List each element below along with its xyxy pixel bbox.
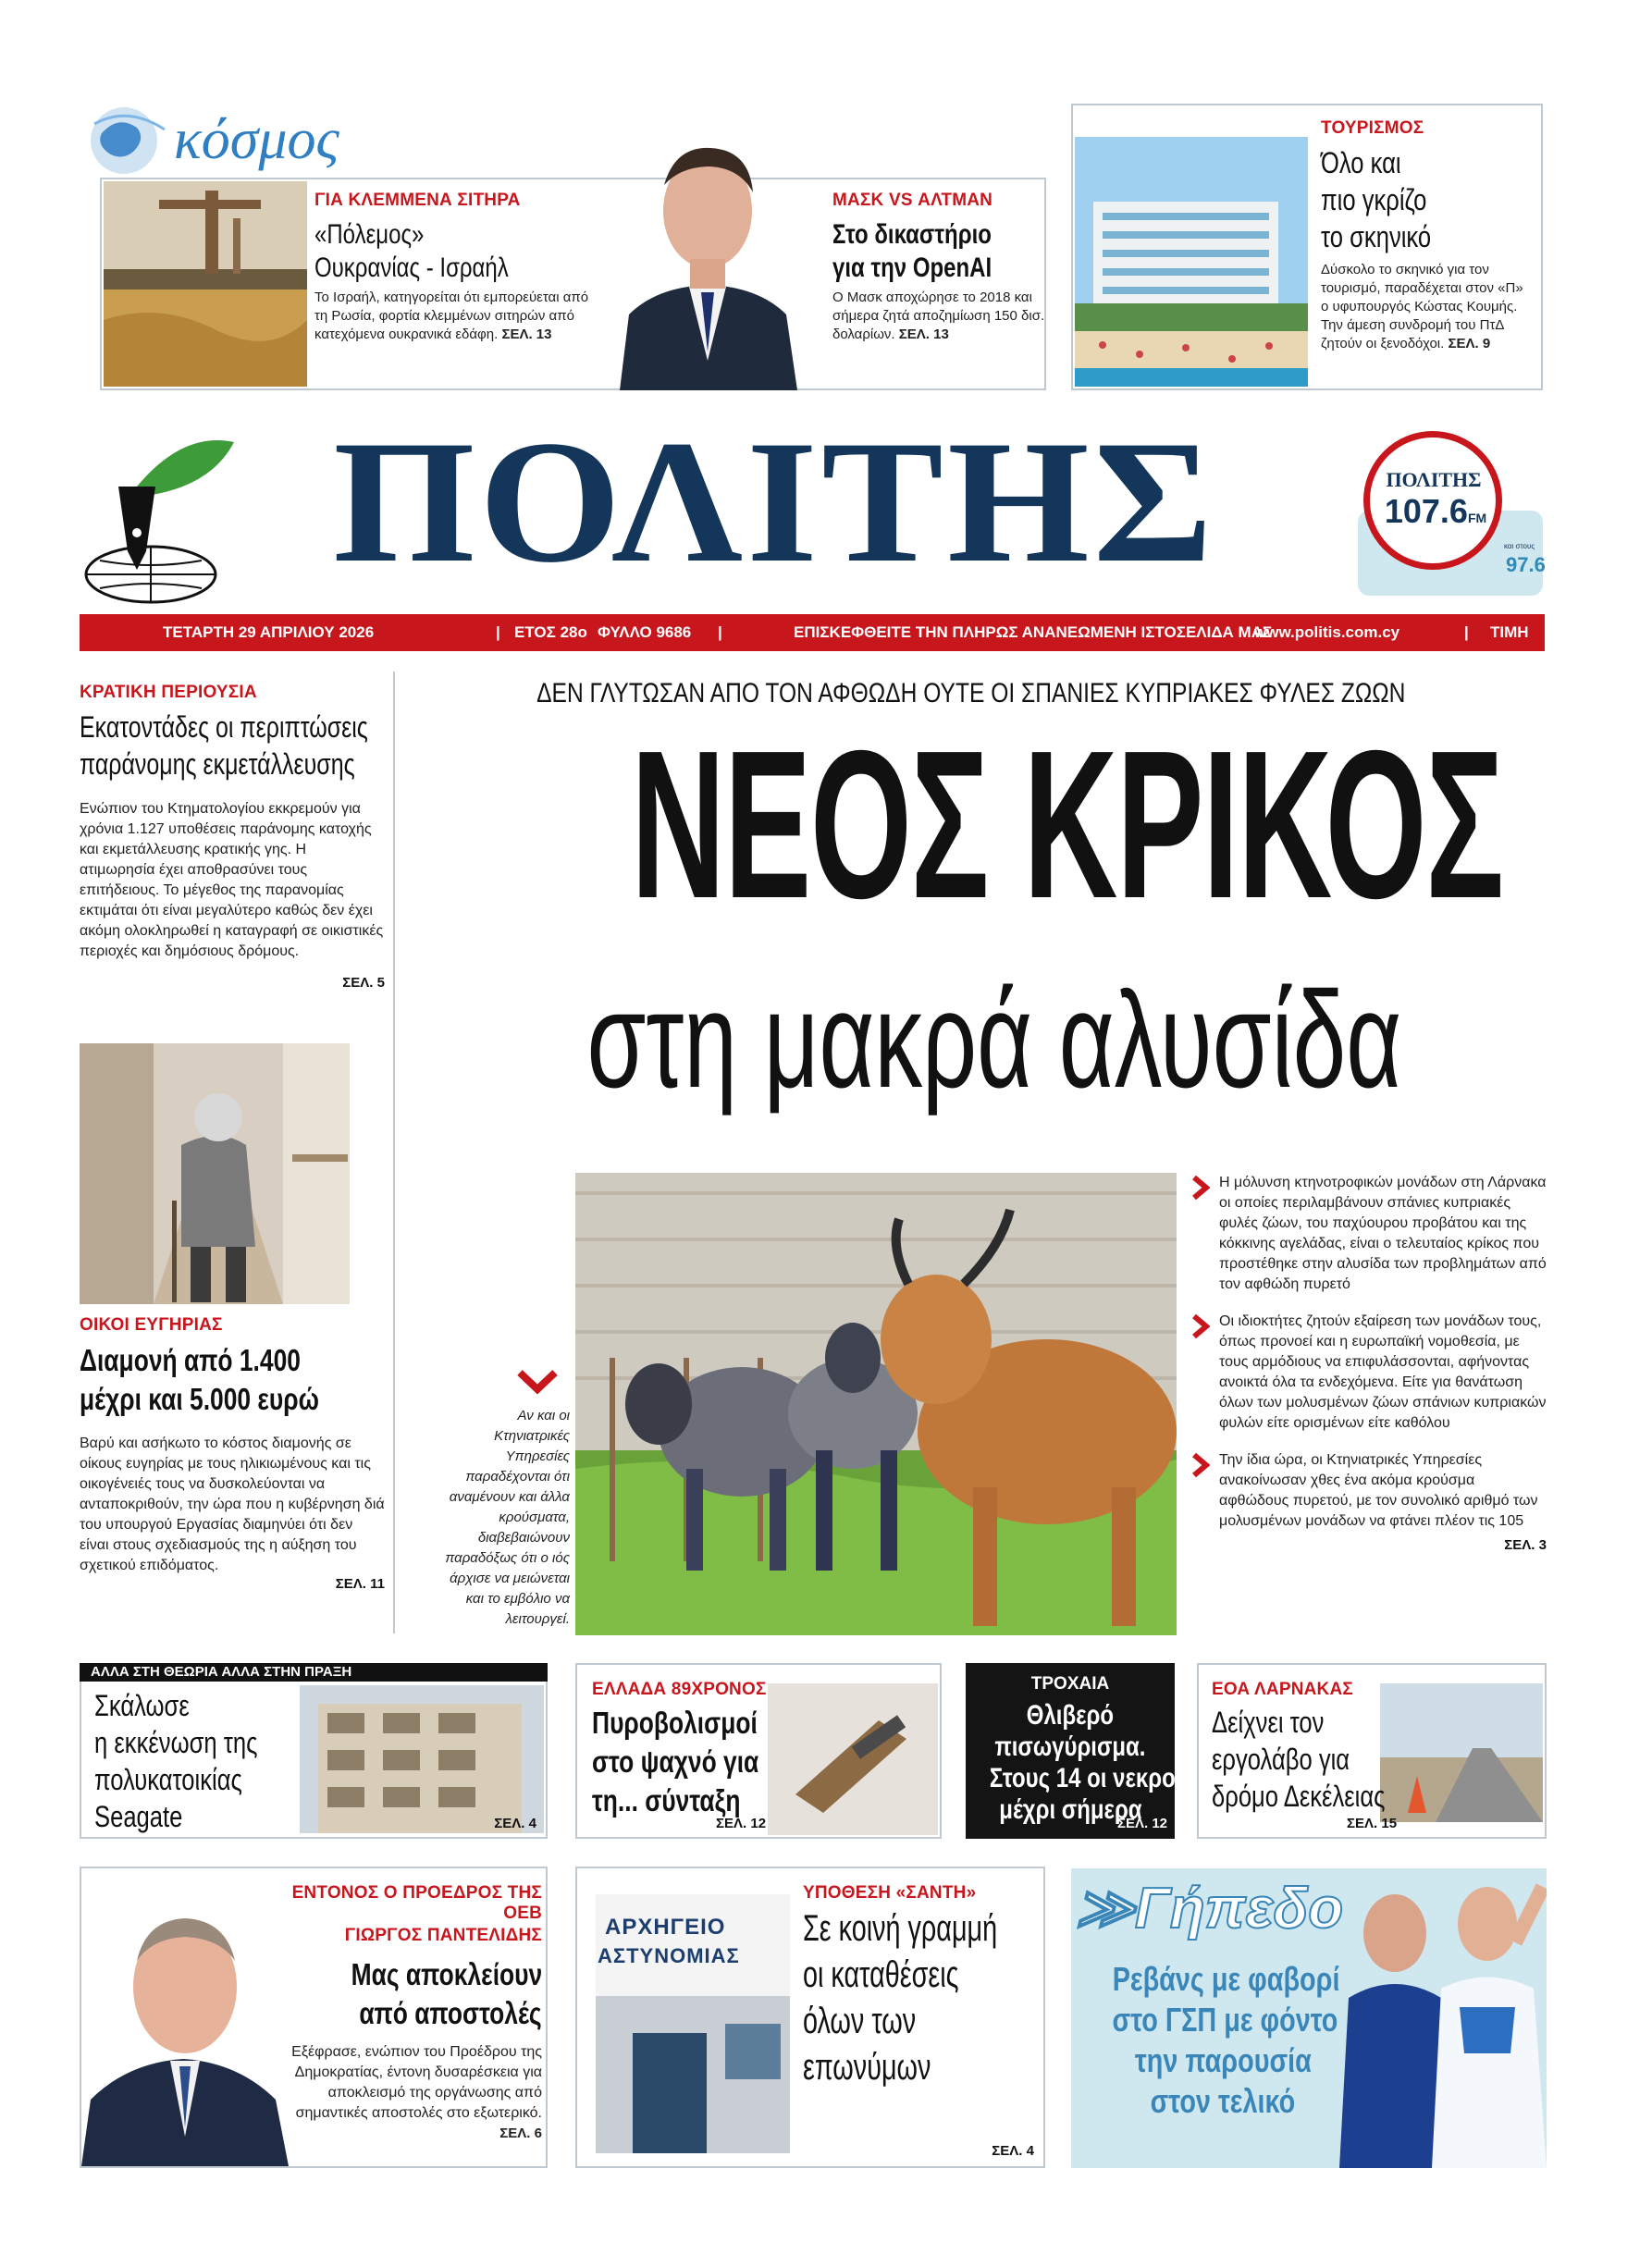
larnaca-line-1: Δείχνει τον (1212, 1706, 1325, 1739)
radio-small-text: και στους (1504, 542, 1535, 550)
tourism-box (1071, 104, 1543, 390)
greece-kicker: ΕΛΛΑΔΑ 89ΧΡΟΝΟΣ (592, 1680, 767, 1699)
website-promo: ΕΠΙΣΚΕΦΘΕΙΤΕ ΤΗΝ ΠΛΗΡΩΣ ΑΝΑΝΕΩΜΕΝΗ ΙΣΤΟΣΕΛΙΔΑ ΜΑΣ (794, 623, 1273, 641)
oeb-body: Εξέφρασε, ενώπιον του Προέδρου της Δημοκρατίας, έντονη δυσαρέσκεια για αποκλεισμό της οργάνωσης από σημαντικές αποστολές στο εξωτερικό. (291, 2044, 542, 2121)
oeb-kicker-1: ΕΝΤΟΝΟΣ Ο ΠΡΟΕΔΡΟΣ ΤΗΣ ΟΕΒ (291, 1883, 542, 1923)
radio-badge[interactable] (1358, 431, 1546, 596)
state-property-page: ΣΕΛ. 5 (342, 975, 385, 991)
kosmos-story-1-title-2: Ουκρανίας - Ισραήλ (314, 253, 509, 283)
musk-photo (592, 120, 823, 390)
seagate-banner (80, 1663, 548, 1682)
nursing-homes-story (80, 1315, 385, 1592)
santi-box (575, 1867, 1045, 2168)
main-headline: ΝΕΟΣ ΚΡΙΚΟΣ (631, 708, 1503, 943)
radio-frequency: 107.6 (1384, 492, 1468, 530)
chevron-right-icon (1191, 1175, 1210, 1201)
elderly-corridor-photo (80, 1043, 350, 1304)
bullet-3-text: Την ίδια ώρα, οι Κτηνιατρικές Υπηρεσίες ανακοίνωσαν χθες ένα ακόμα κρούσμα αφθώδους πυρετού, με τον συνολικό αριθμό των μολυσμένων μονάδων να φτάνει πλέον τις 105 (1219, 1452, 1538, 1529)
santi-kicker: ΥΠΟΘΕΣΗ «ΣΑΝΤΗ» (803, 1883, 977, 1903)
radio-fm: FM (1467, 511, 1487, 525)
bullet-2-text: Οι ιδιοκτήτες ζητούν εξαίρεση των μονάδων τους, όπως προνοεί και η ευρωπαϊκή νομοθεσία, με τους αρμόδιους να επιφυλάσσονται, αφήνοντας ανοικτά όλα τα ενδεχόμενα. Είτε για θανάτωση όλων των μολυσμένων ζώων σπάνιων κυπριακών φυλών είτε ορισμένων είτε καθόλου (1219, 1313, 1547, 1431)
kosmos-story-1-title-1: «Πόλεμος» (314, 219, 425, 250)
info-bar: ΤΕΤΑΡΤΗ 29 ΑΠΡΙΛΙΟΥ 2026 | ΕΤΟΣ 28ο ΦΥΛΛΟ 9686 | ΕΠΙΣΚΕΦΘΕΙΤΕ ΤΗΝ ΠΛΗΡΩΣ ΑΝΑΝΕΩΜΕΝΗ ΙΣΤΟΣΕΛΙΔΑ ΜΑΣ www.politis.com.cy | ΤΙΜΗ €1,20 (80, 614, 1545, 651)
chevron-right-icon (1191, 1452, 1210, 1478)
kosmos-story-1-body: Το Ισραήλ, κατηγορείται ότι εμπορεύεται από τη Ρωσία, φορτία κλεμμένων σιτηρών από κατεχόμενα ουκρανικά εδάφη. (314, 290, 589, 342)
tourism-title-2: πιο γκρίζο (1321, 183, 1427, 216)
larnaca-box (1197, 1663, 1547, 1839)
kosmos-story-1-page: ΣΕΛ. 13 (501, 327, 552, 342)
tourism-body: Δύσκολο το σκηνικό για τον τουρισμό, παραδέχεται στον «Π» ο υφυπουργός Κώστας Κουμής. Την άμεση συνδρομή του ΠτΔ ζητούν οι ξενοδόχοι. (1321, 262, 1523, 351)
oeb-title-1: Μας αποκλείουν (351, 1957, 542, 1991)
globe-icon (81, 96, 174, 179)
issue-year: ΕΤΟΣ 28ο (514, 623, 587, 641)
seagate-line-3: πολυκατοικίας (94, 1763, 242, 1796)
seagate-box (80, 1682, 548, 1839)
bullet-2 (1191, 1312, 1547, 1434)
website-url[interactable]: www.politis.com.cy (1254, 623, 1400, 641)
traffic-line-4: μέχρι σήμερα (998, 1794, 1142, 1825)
larnaca-line-3: δρόμο Δεκέλειας (1212, 1780, 1386, 1813)
seagate-page: ΣΕΛ. 4 (494, 1816, 536, 1831)
oeb-box (80, 1867, 548, 2168)
kosmos-story-1-kicker: ΓΙΑ ΚΛΕΜΜΕΝΑ ΣΙΤΗΡΑ (314, 191, 521, 210)
bullet-1 (1191, 1173, 1547, 1295)
sport-line-4: στον τελικό (1150, 2082, 1296, 2120)
oeb-page: ΣΕΛ. 6 (499, 2126, 542, 2141)
sport-label (1075, 1874, 1343, 1941)
police-sign-line-2: ΑΣΤΥΝΟΜΙΑΣ (598, 1944, 740, 1967)
santi-line-3: όλων των (803, 2001, 917, 2041)
photo-caption-arrow (516, 1369, 559, 1395)
pen-globe-logo (81, 422, 239, 607)
issue-number: ΦΥΛΛΟ 9686 (598, 623, 692, 641)
bullet-3 (1191, 1450, 1547, 1532)
santi-line-4: επωνύμων (803, 2047, 931, 2088)
chevrons-icon: ≫ (1075, 1877, 1135, 1941)
nursing-homes-page: ΣΕΛ. 11 (335, 1576, 385, 1592)
building-photo (300, 1685, 544, 1833)
state-property-body: Ενώπιον του Κτηματολογίου εκκρεμούν για χρόνια 1.127 υποθέσεις παράνομης κατοχής και εκμετάλλευσης κρατικής γης. Η ατιμωρησία έχει αποθρασύνει τους επιτήδειους. Το μέγεθος της παρανομίας εκτιμάται ότι είναι μεγαλύτερο καθώς δεν έχει ακόμη ολοκληρωθεί η καταγραφή σε οικιστικές περιοχές και δημόσιους δρόμους. (80, 801, 384, 959)
seagate-line-2: η εκκένωση της (94, 1726, 258, 1759)
pantelides-photo (81, 1868, 294, 2166)
sheep-cow-photo (575, 1173, 1177, 1635)
traffic-box (966, 1663, 1182, 1839)
state-property-story (80, 683, 385, 991)
sport-line-3: την παρουσία (1134, 2041, 1312, 2079)
kosmos-story-2-kicker: ΜΑΣΚ VS ΑΛΤΜΑΝ (832, 191, 993, 210)
larnaca-line-2: εργολάβο για (1212, 1743, 1350, 1776)
seagate-line-4: Seagate (94, 1800, 183, 1833)
kosmos-story-2-page: ΣΕΛ. 13 (898, 327, 949, 342)
traffic-page: ΣΕΛ. 12 (1116, 1816, 1167, 1831)
santi-line-1: Σε κοινή γραμμή (803, 1908, 998, 1949)
main-page: ΣΕΛ. 3 (1504, 1537, 1547, 1553)
greece-line-1: Πυροβολισμοί (592, 1706, 758, 1740)
radio-alt-frequency: 97.6 (1506, 553, 1546, 576)
traffic-line-3: Στους 14 οι νεκροί (989, 1763, 1182, 1793)
issue-date: ΤΕΤΑΡΤΗ 29 ΑΠΡΙΛΙΟΥ 2026 (163, 623, 375, 641)
nursing-homes-kicker: ΟΙΚΟΙ ΕΥΓΗΡΙΑΣ (80, 1315, 223, 1335)
chevron-down-icon (516, 1369, 559, 1395)
sport-line-1: Ρεβάνς με φαβορί (1112, 1960, 1340, 1998)
traffic-line-1: Θλιβερό (1026, 1700, 1115, 1731)
santi-page: ΣΕΛ. 4 (992, 2143, 1034, 2159)
main-supertitle (416, 677, 1526, 710)
santi-line-2: οι καταθέσεις (803, 1954, 959, 1995)
beach-hotel-photo (1075, 137, 1308, 387)
tourism-title-3: το σκηνικό (1321, 220, 1432, 253)
seagate-banner-text: ΑΛΛΑ ΣΤΗ ΘΕΩΡΙΑ ΑΛΛΑ ΣΤΗΝ ΠΡΑΞΗ (91, 1664, 352, 1680)
nursing-homes-title-1: Διαμονή από 1.400 (80, 1343, 301, 1377)
sport-line-2: στο ΓΣΠ με φόντο (1112, 2001, 1338, 2039)
larnaca-kicker: ΕΟΑ ΛΑΡΝΑΚΑΣ (1212, 1680, 1353, 1699)
tourism-title-1: Όλο και (1321, 146, 1401, 179)
state-property-title-1: Εκατοντάδες οι περιπτώσεις (80, 710, 368, 744)
nursing-homes-body: Βαρύ και ασήκωτο το κόστος διαμονής σε οίκους ευγηρίας με τους ηλικιωμένους και τις οικογένειές τους να δυσκολεύονται να ανταποκριθούν, την ώρα που η κυβέρνηση διά του υπουργού Εργασίας διαμηνύει ότι δεν είναι στους σχεδιασμούς της η αύξηση του σχετικού επιδόματος. (80, 1436, 385, 1573)
state-property-kicker: ΚΡΑΤΙΚΗ ΠΕΡΙΟΥΣΙΑ (80, 683, 257, 702)
radio-name: ΠΟΛΙΤΗΣ (1386, 468, 1482, 491)
kosmos-title: κόσμος (174, 108, 339, 171)
kosmos-story-1 (314, 191, 592, 344)
police-hq-photo (596, 1894, 790, 2153)
state-property-title-2: παράνομης εκμετάλλευσης (80, 747, 355, 781)
left-column-divider (393, 672, 395, 1633)
photo-caption: Αν και οι Κτηνιατρικές Υπηρεσίες παραδέχονται ότι αναμένουν και άλλα κρούσματα, διαβεβαιώνουν παραδόξως ότι ο ιός άρχισε να μειώνεται και το εμβόλιο να λειτουργεί. (445, 1408, 570, 1627)
sport-box (1071, 1868, 1547, 2168)
grain-ship-photo (104, 181, 307, 387)
greece-line-3: τη... σύνταξη (592, 1783, 741, 1818)
issue-price: ΤΙΜΗ €1,20 (1490, 623, 1530, 678)
chevron-right-icon (1191, 1313, 1210, 1339)
kosmos-story-2-title-1: Στο δικαστήριο (832, 219, 992, 250)
sport-label-text: Γήπεδο (1134, 1877, 1344, 1941)
tourism-page: ΣΕΛ. 9 (1448, 336, 1491, 351)
oeb-kicker-2: ΓΙΩΡΓΟΣ ΠΑΝΤΕΛΙΔΗΣ (344, 1926, 542, 1945)
greece-line-2: στο ψαχνό για (592, 1744, 759, 1779)
kosmos-story-2-title-2: για την OpenAI (832, 253, 992, 283)
larnaca-page: ΣΕΛ. 15 (1347, 1816, 1398, 1831)
seagate-line-1: Σκάλωσε (94, 1689, 190, 1722)
tourism-kicker: ΤΟΥΡΙΣΜΟΣ (1321, 118, 1424, 138)
traffic-line-2: πισωγύρισμα. (994, 1731, 1146, 1762)
kosmos-label (81, 96, 433, 179)
oeb-title-2: από αποστολές (359, 1996, 542, 2030)
main-bullets (1191, 1173, 1547, 1553)
masthead-title: ΠΟΛΙΤΗΣ (333, 405, 1217, 599)
main-supertitle-text: ΔΕΝ ΓΛΥΤΩΣΑΝ ΑΠΟ ΤΟΝ ΑΦΘΩΔΗ ΟΥΤΕ ΟΙ ΣΠΑΝΙΕΣ ΚΥΠΡΙΑΚΕΣ ΦΥΛΕΣ ΖΩΩΝ (536, 678, 1406, 709)
greece-page: ΣΕΛ. 12 (716, 1816, 767, 1831)
traffic-kicker: ΤΡΟΧΑΙΑ (1030, 1674, 1110, 1694)
greece-box (575, 1663, 942, 1839)
kosmos-story-2 (832, 191, 1045, 344)
kosmos-story-2-body: Ο Μασκ αποχώρησε το 2018 και σήμερα ζητά αποζημίωση 150 δισ. δολαρίων. (832, 290, 1045, 342)
main-subheadline: στη μακρά αλυσίδα (586, 964, 1402, 1116)
nursing-homes-title-2: μέχρι και 5.000 ευρώ (80, 1382, 319, 1416)
police-sign-line-1: ΑΡΧΗΓΕΙΟ (605, 1915, 726, 1940)
bullet-1-text: Η μόλυνση κτηνοτροφικών μονάδων στη Λάρνακα οι οποίες περιλαμβάνουν σπάνιες κυπριακές φυλές ζώων, του παχύουρου προβάτου και της κόκκινης αγελάδας, είναι ο τελευταίος κρίκος που προστέθηκε στην αλυσίδα των προβλημάτων από τον αφθώδη πυρετό (1219, 1175, 1547, 1292)
